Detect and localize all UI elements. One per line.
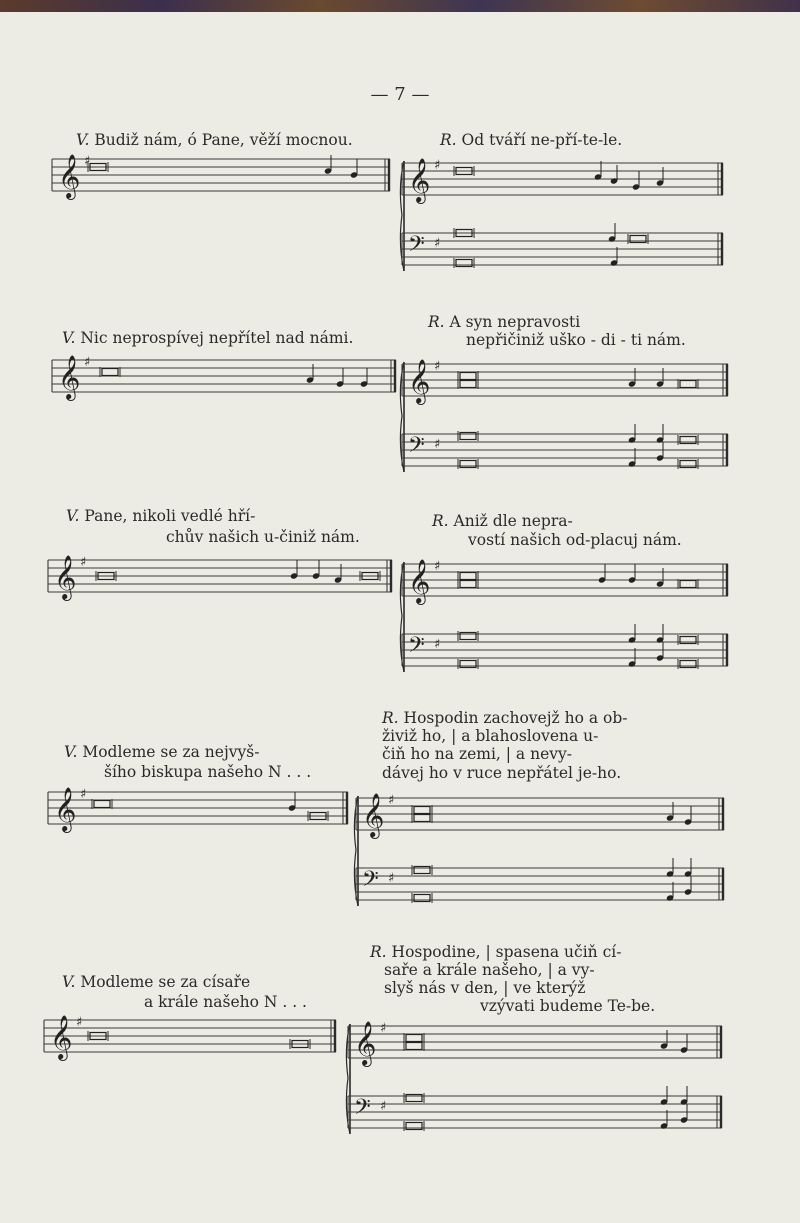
sharp-sign-icon: ♯	[380, 1099, 387, 1114]
response-line: čiň ho na zemi, | a nevy-	[382, 745, 573, 763]
staff-lines	[402, 434, 728, 466]
sharp-sign-icon: ♯	[434, 236, 441, 251]
staff-lines	[48, 560, 392, 592]
page-top-edge	[0, 0, 800, 12]
music-staff	[40, 1015, 336, 1059]
breve-note-icon	[406, 1043, 422, 1050]
response-line: slyš nás v den, | ve kterýž	[384, 979, 586, 997]
staff-lines	[402, 364, 728, 396]
bass-clef-icon: 𝄢	[408, 433, 425, 463]
sharp-sign-icon: ♯	[84, 355, 91, 370]
staff-lines	[402, 564, 728, 596]
music-staff	[44, 555, 392, 599]
staff-lines	[402, 233, 723, 265]
sharp-sign-icon: ♯	[388, 793, 395, 808]
treble-clef-icon: 𝄞	[362, 793, 385, 837]
treble-clef-icon: 𝄞	[408, 158, 431, 202]
breve-note-icon	[460, 581, 476, 588]
staff-lines	[356, 798, 724, 830]
response-line: R. Hospodine, | spasena učiň cí-	[370, 943, 622, 961]
sharp-sign-icon: ♯	[80, 787, 87, 802]
music-staff	[398, 356, 728, 476]
sharp-sign-icon: ♯	[388, 871, 395, 886]
breve-note-icon	[414, 815, 430, 822]
staff-lines	[402, 163, 723, 195]
music-staff	[48, 154, 390, 198]
breve-note-icon	[680, 381, 696, 388]
verse-line: šího biskupa našeho N . . .	[104, 763, 312, 781]
music-staff	[344, 1018, 722, 1140]
sharp-sign-icon: ♯	[80, 555, 87, 570]
treble-clef-icon: 𝄞	[50, 1015, 73, 1059]
response-line: R. A syn nepravosti	[428, 313, 581, 331]
verse-line: V. Modleme se za císaře	[62, 973, 251, 991]
sharp-sign-icon: ♯	[434, 359, 441, 374]
verse-line: V. Modleme se za nejvyš-	[64, 743, 260, 761]
sharp-sign-icon: ♯	[76, 1015, 83, 1030]
verse-line: V. Pane, nikoli vedlé hří-	[66, 507, 256, 525]
breve-note-icon	[414, 807, 430, 814]
response-line: R. Hospodin zachovejž ho a ob-	[382, 709, 628, 727]
sharp-sign-icon: ♯	[434, 559, 441, 574]
sharp-sign-icon: ♯	[380, 1021, 387, 1036]
music-staff	[398, 556, 728, 676]
bass-clef-icon: 𝄢	[362, 867, 379, 897]
verse-line: chův našich u-činiž nám.	[166, 528, 360, 546]
treble-clef-icon: 𝄞	[408, 559, 431, 603]
treble-clef-icon: 𝄞	[54, 555, 77, 599]
bass-clef-icon: 𝄢	[408, 232, 425, 262]
response-line: vostí našich od-placuj nám.	[468, 531, 682, 549]
music-staff	[352, 790, 724, 912]
verse-line: a krále našeho N . . .	[144, 993, 307, 1011]
treble-clef-icon: 𝄞	[54, 787, 77, 831]
response-line: R. Aniž dle nepra-	[432, 512, 573, 530]
response-line: nepřičiniž uško - di - ti nám.	[466, 331, 686, 349]
breve-note-icon	[680, 581, 696, 588]
page-number: — 7 —	[370, 84, 430, 105]
breve-note-icon	[460, 373, 476, 380]
verse-line: V. Nic neprospívej nepřítel nad námi.	[62, 329, 354, 347]
response-line: vzývati budeme Te-be.	[480, 997, 656, 1015]
response-line: živiž ho, | a blahoslovena u-	[382, 727, 599, 745]
breve-note-icon	[460, 573, 476, 580]
sharp-sign-icon: ♯	[84, 154, 91, 169]
breve-note-icon	[406, 1035, 422, 1042]
breve-note-icon	[460, 381, 476, 388]
bass-clef-icon: 𝄢	[408, 633, 425, 663]
verse-line: V. Budiž nám, ó Pane, věží mocnou.	[76, 131, 353, 149]
treble-clef-icon: 𝄞	[354, 1021, 377, 1065]
breve-note-icon	[102, 369, 118, 376]
sharp-sign-icon: ♯	[434, 158, 441, 173]
breve-note-icon	[94, 801, 110, 808]
music-staff	[44, 787, 348, 831]
sharp-sign-icon: ♯	[434, 437, 441, 452]
response-line: saře a krále našeho, | a vy-	[384, 961, 595, 979]
staff-lines	[48, 792, 348, 824]
music-staff	[48, 355, 396, 399]
response-line: dávej ho v ruce nepřátel je-ho.	[382, 764, 622, 782]
treble-clef-icon: 𝄞	[58, 355, 81, 399]
response-line: R. Od tváří ne-pří-te-le.	[440, 131, 623, 149]
treble-clef-icon: 𝄞	[58, 154, 81, 198]
bass-clef-icon: 𝄢	[354, 1095, 371, 1125]
sharp-sign-icon: ♯	[434, 637, 441, 652]
music-staff	[398, 155, 723, 275]
staff-lines	[402, 634, 728, 666]
treble-clef-icon: 𝄞	[408, 359, 431, 403]
